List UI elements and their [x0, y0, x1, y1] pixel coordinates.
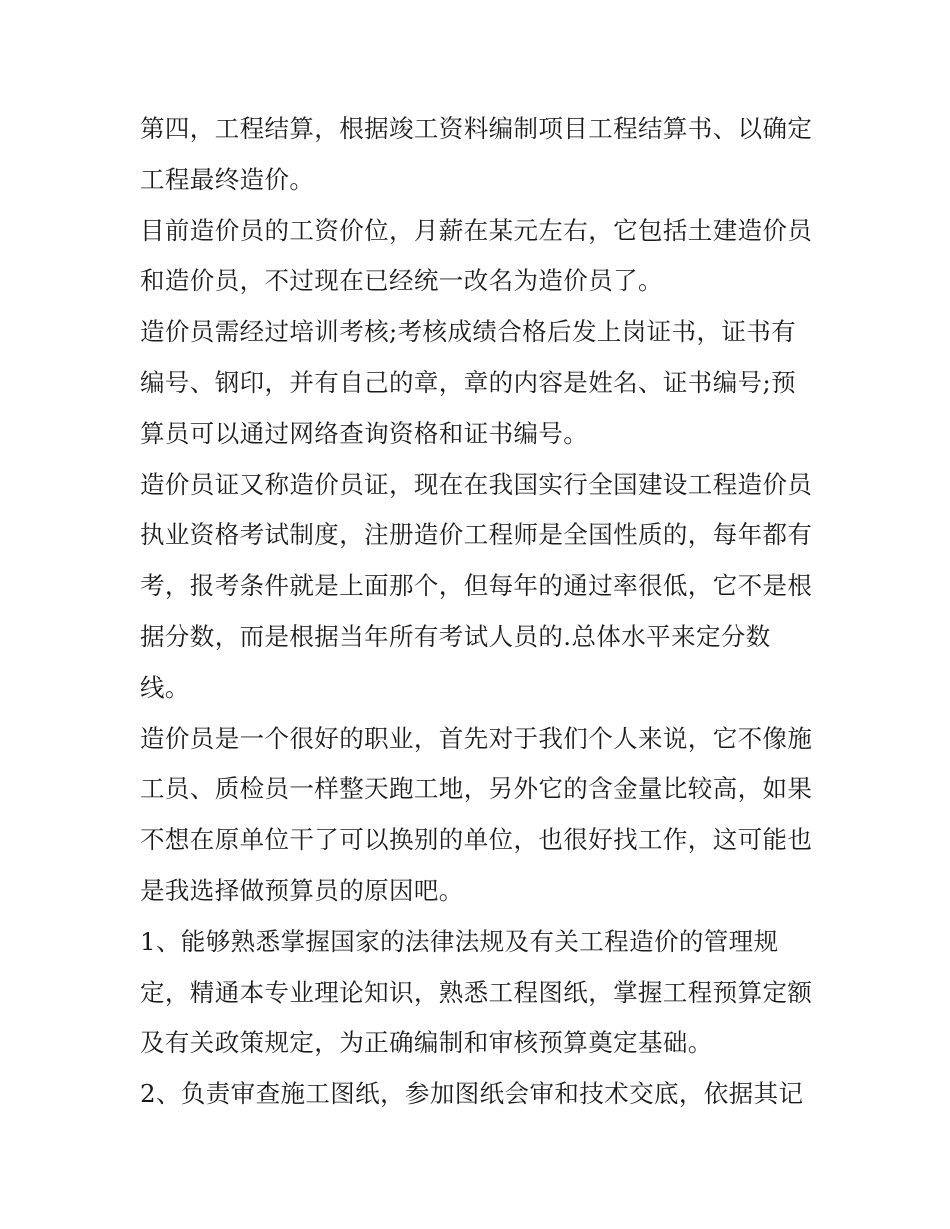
text-line: 定，精通本专业理论知识，熟悉工程图纸，掌握工程预算定额	[140, 977, 813, 1007]
text-line: 工员、质检员一样整天跑工地，另外它的含金量比较高，如果	[140, 774, 813, 804]
text-line: 是我选择做预算员的原因吧。	[140, 875, 464, 905]
text-line: 2、负责审查施工图纸，参加图纸会审和技术交底，依据其记	[140, 1079, 804, 1109]
text-line: 不想在原单位干了可以换别的单位，也很好找工作，这可能也	[140, 825, 813, 855]
text-line: 第四，工程结算，根据竣工资料编制项目工程结算书、以确定	[140, 114, 813, 143]
text-line: 和造价员，不过现在已经统一改名为造价员了。	[140, 266, 663, 296]
text-line: 及有关政策规定，为正确编制和审核预算奠定基础。	[140, 1028, 713, 1058]
text-line: 工程最终造价。	[140, 164, 315, 194]
document-body	[140, 104, 820, 1120]
text-line: 考，报考条件就是上面那个，但每年的通过率很低，它不是根	[140, 571, 813, 601]
text-line: 造价员是一个很好的职业，首先对于我们个人来说，它不像施	[140, 723, 813, 753]
text-line: 执业资格考试制度，注册造价工程师是全国性质的，每年都有	[140, 520, 813, 550]
text-line: 线。	[140, 672, 190, 702]
text-line: 据分数，而是根据当年所有考试人员的.总体水平来定分数	[140, 621, 771, 651]
text-line: 造价员需经过培训考核;考核成绩合格后发上岗证书，证书有	[140, 317, 797, 347]
text-line: 目前造价员的工资价位，月薪在某元左右，它包括土建造价员	[140, 215, 813, 245]
text-line: 1、能够熟悉掌握国家的法律法规及有关工程造价的管理规	[140, 926, 779, 956]
text-line: 算员可以通过网络查询资格和证书编号。	[140, 418, 589, 448]
text-line: 造价员证又称造价员证，现在在我国实行全国建设工程造价员	[140, 469, 813, 499]
text-line: 编号、钢印，并有自己的章，章的内容是姓名、证书编号;预	[140, 367, 797, 397]
